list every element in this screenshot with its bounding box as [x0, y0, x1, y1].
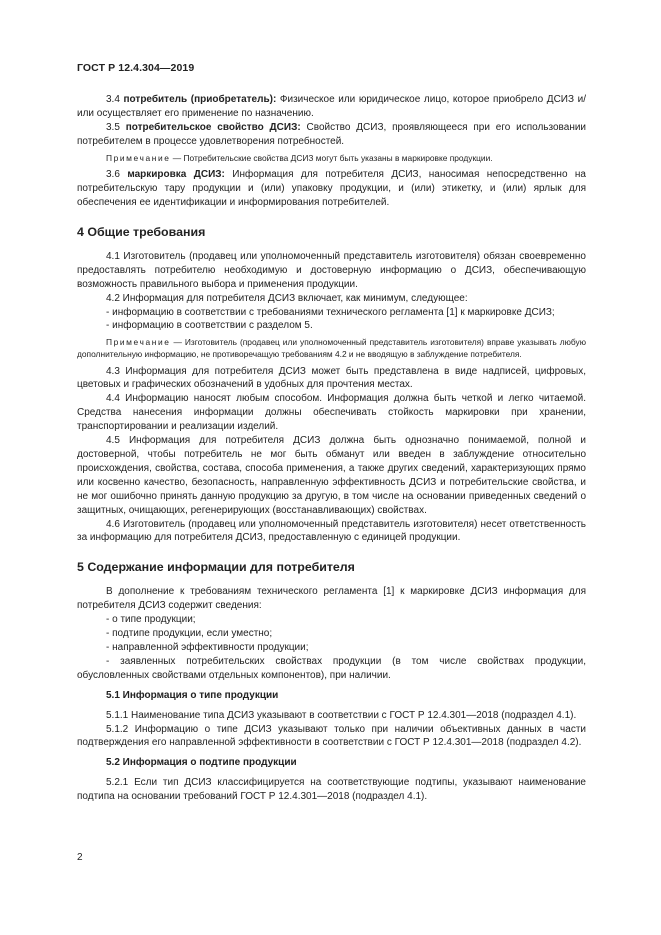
subsection-5-2-heading: 5.2 Информация о подтипе продукции — [106, 757, 297, 769]
clause-number: 3.6 — [106, 169, 120, 181]
clause-4-2: 4.2 Информация для потребителя ДСИЗ включает, как минимум, следующее: — [106, 292, 468, 304]
clause-4-6: 4.6 Изготовитель (продавец или уполномоченный представитель изготовителя) несет ответственность за информацию для потребителя ДСИЗ, предоставленную с единицей продукции. — [77, 518, 586, 544]
note-4-2 — [77, 337, 586, 360]
clause-4-3: 4.3 Информация для потребителя ДСИЗ может быть представлена в виде надписей, цифровых, цветовых и графических обозначений в удобных для прочтения местах. — [77, 365, 586, 391]
section-5-heading: 5 Содержание информации для потребителя — [77, 560, 355, 575]
term: потребительское свойство ДСИЗ: — [125, 121, 301, 133]
note-3-5 — [77, 153, 586, 165]
clause-4-1: 4.1 Изготовитель (продавец или уполномоченный представитель изготовителя) обязан своевременно предоставлять потребителю необходимую и достоверную информацию о ДСИЗ, обеспечивающую возможность правильного выбора и применения продукции. — [77, 250, 586, 290]
clause-5-1-2: 5.1.2 Информацию о типе ДСИЗ указывают только при наличии объективных данных в части подтверждения его направленной эффективности в соответствии с ГОСТ Р 12.4.301—2018 (подраздел 4.2). — [77, 723, 586, 749]
clause-3-6 — [77, 168, 586, 210]
note-label: Примечание — [106, 152, 171, 163]
list-item: - подтипе продукции, если уместно; — [106, 628, 273, 640]
list-item: - информацию в соответствии с разделом 5. — [106, 320, 313, 332]
clause-number: 3.5 — [106, 121, 120, 133]
clause-number: 3.4 — [106, 94, 120, 105]
definition: Информация для потребителя ДСИЗ, наносимая непосредственно на потребительскую тару продукции и (или) упаковку продукции, и (или) этикетку, и (или) ярлык для обеспечения ее идентификации и информирования потребителей. — [77, 169, 586, 209]
clause-5-1-1: 5.1.1 Наименование типа ДСИЗ указывают в соответствии с ГОСТ Р 12.4.301—2018 (подраздел 4.1). — [106, 709, 577, 721]
list-item: - информацию в соответствии с требованиями технического регламента [1] к маркировке ДСИЗ; — [106, 306, 555, 318]
note-label: Примечание — [106, 337, 171, 348]
note-text: — Изготовитель (продавец или уполномоченный представитель изготовителя) вправе указывать любую дополнительную информацию, не противоречащую требованиям 4.2 и не вводящую в заблуждение потребителя. — [77, 337, 586, 359]
clause-3-4 — [77, 93, 586, 121]
definition: Свойство ДСИЗ, проявляющееся при его использовании потребителем в процессе удовлетворения потребностей. — [77, 121, 587, 147]
list-item: - заявленных потребительских свойствах продукции (в том числе свойствах продукции, обусловленных свойствами отдельных компонентов), при наличии. — [77, 655, 586, 681]
document-code-header: ГОСТ Р 12.4.304—2019 — [77, 62, 195, 74]
clause-5-2-1: 5.2.1 Если тип ДСИЗ классифицируется на соответствующие подтипы, указывают наименование подтипа на основании требований ГОСТ Р 12.4.301—2018 (подраздел 4.1). — [77, 777, 586, 803]
list-item: - о типе продукции; — [106, 614, 196, 626]
clause-4-5: 4.5 Информация для потребителя ДСИЗ должна быть однозначно понимаемой, полной и достоверной, чтобы потребитель не мог быть обманут или введен в заблуждение относительно происхождения, свойства, состава, способа применения, а также других сведений, характеризующих прямо или косвенно качество, безопасность, направленную эффективность ДСИЗ и потребительские свойства, и не мог ошибочно принять данную продукцию за другую, в том числе на основании приведенных сведений о защитных, очищающих, регенерирующих (восстанавливающих) свойствах. — [77, 435, 586, 516]
list-item: - направленной эффективности продукции; — [106, 641, 309, 653]
section-5-intro: В дополнение к требованиям технического регламента [1] к маркировке ДСИЗ информация для потребителя ДСИЗ содержит сведения: — [77, 586, 586, 612]
page-number: 2 — [77, 852, 83, 863]
section-4-heading: 4 Общие требования — [77, 224, 206, 239]
term: маркировка ДСИЗ: — [127, 169, 225, 181]
term: потребитель (приобретатель): — [123, 94, 277, 105]
note-text: — Потребительские свойства ДСИЗ могут быть указаны в маркировке продукции. — [170, 152, 493, 163]
subsection-5-1-heading: 5.1 Информация о типе продукции — [106, 689, 279, 701]
definition: Физическое или юридическое лицо, которое приобрело ДСИЗ и/или осуществляет его применение по назначению. — [77, 94, 586, 119]
clause-3-5 — [77, 121, 586, 149]
document-body — [77, 93, 586, 804]
clause-4-4: 4.4 Информацию наносят любым способом. Информация должна быть четкой и легко читаемой. Средства нанесения информации должны обеспечивать стойкость маркировки при хранении, транспортировании и реализации изделий. — [77, 393, 586, 433]
